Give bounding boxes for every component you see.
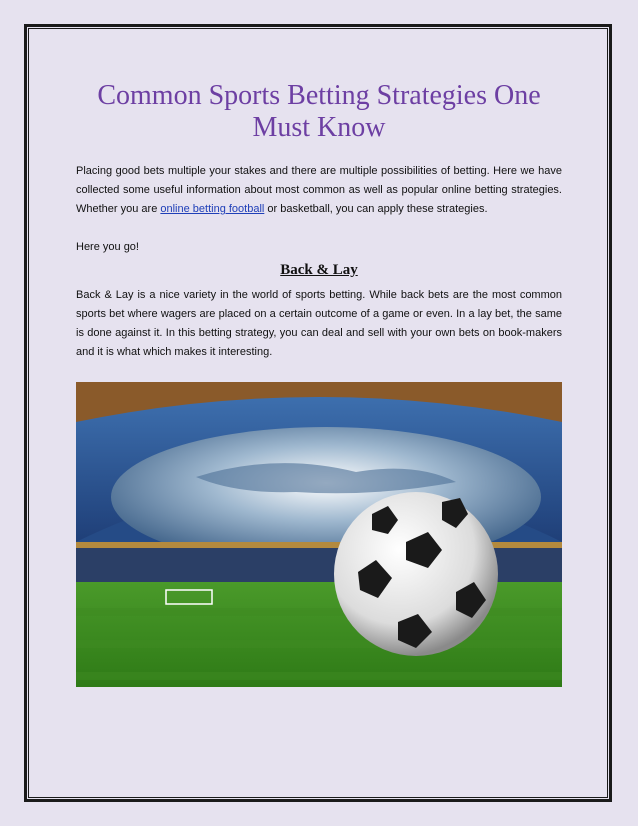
- intro-paragraph: [76, 162, 562, 219]
- intro-text-after-link: or basketball, you can apply these strategies.: [264, 203, 488, 215]
- intro-text-before-link: Placing good bets multiple your stakes and there are multiple possibilities of betting. Here we have collected some useful information about most common as well as popular online betting strategies. Whether you are: [76, 165, 562, 215]
- document-title: Common Sports Betting Strategies One Must Know: [97, 80, 541, 143]
- stadium-soccer-ball-image: [76, 382, 562, 687]
- section-heading: Back & Lay: [280, 262, 358, 278]
- section-body: Back & Lay is a nice variety in the world of sports betting. While back bets are the most common sports bet where wagers are placed on a certain outcome of a game or even. In a lay bet, the same is done against it. In this betting strategy, you can deal and sell with your own bets on book-makers and it is what which makes it interesting.: [76, 289, 562, 358]
- here-you-go-text: Here you go!: [76, 241, 139, 253]
- online-betting-football-link[interactable]: online betting football: [160, 203, 265, 215]
